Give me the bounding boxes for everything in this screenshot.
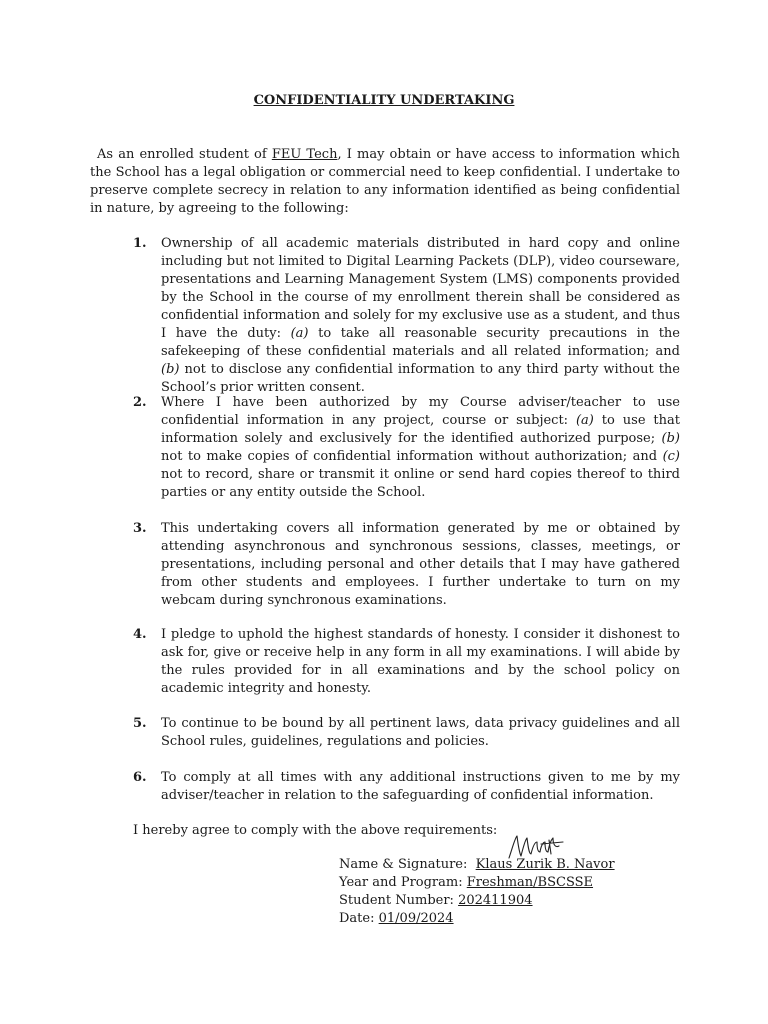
item-number: 5. bbox=[133, 716, 147, 731]
item-text-part: to take all reasonable security precautions in the safekeeping of these confidential materials and all related information; and bbox=[161, 326, 680, 359]
name-label: Name & Signature: bbox=[339, 857, 468, 872]
item-clause-marker: (b) bbox=[661, 431, 680, 446]
item-text-part: not to record, share or transmit it online or send hard copies thereof to third parties or any entity outside the School. bbox=[161, 467, 680, 500]
item-number: 1. bbox=[133, 236, 147, 251]
student-number-label: Student Number: bbox=[339, 893, 454, 908]
year-row bbox=[339, 874, 615, 892]
list-item bbox=[133, 235, 680, 397]
list-item bbox=[133, 520, 680, 610]
item-text bbox=[161, 235, 680, 397]
year-label: Year and Program: bbox=[339, 875, 463, 890]
item-clause-marker: (b) bbox=[161, 362, 180, 377]
item-text bbox=[161, 394, 680, 502]
item-text-part: Where I have been authorized by my Course adviser/teacher to use confidential information in any project, course or subject: bbox=[161, 395, 680, 428]
item-text-part: not to make copies of confidential information without authorization; and bbox=[161, 449, 663, 464]
item-clause-marker: (a) bbox=[290, 326, 309, 341]
item-number: 3. bbox=[133, 521, 147, 536]
list-item bbox=[133, 394, 680, 502]
item-text: This undertaking covers all information generated by me or obtained by attending asynchronous and synchronous sessions, classes, meetings, or presentations, including personal and other details that I may have gathered from other students and employees. I further undertake to turn on my webcam during synchronous examinations. bbox=[161, 521, 680, 608]
student-number-value: 202411904 bbox=[458, 893, 533, 908]
document-title: CONFIDENTIALITY UNDERTAKING bbox=[253, 93, 515, 108]
date-label: Date: bbox=[339, 911, 375, 926]
name-row bbox=[339, 856, 615, 874]
student-number-row bbox=[339, 892, 615, 910]
school-name: FEU Tech bbox=[271, 147, 338, 162]
intro-paragraph bbox=[90, 146, 680, 218]
list-item bbox=[133, 715, 680, 751]
date-value: 01/09/2024 bbox=[378, 911, 454, 926]
year-value: Freshman/BSCSSE bbox=[466, 875, 594, 890]
name-value: Klaus Zurik B. Navor bbox=[475, 857, 615, 872]
signature-block bbox=[339, 856, 615, 928]
item-clause-marker: (c) bbox=[662, 449, 680, 464]
item-text-part: not to disclose any confidential information to any third party without the School’s prior written consent. bbox=[161, 362, 680, 395]
undertaking-list bbox=[133, 235, 680, 803]
item-number: 4. bbox=[133, 627, 147, 642]
item-number: 6. bbox=[133, 770, 147, 785]
intro-after: , I may obtain or have access to information which the School has a legal obligation or commercial need to keep confidential. I undertake to preserve complete secrecy in relation to any information identified as being confidential in nature, by agreeing to the following: bbox=[90, 147, 680, 216]
intro-before: As an enrolled student of bbox=[97, 147, 272, 162]
list-item bbox=[133, 769, 680, 805]
item-text: To comply at all times with any additional instructions given to me by my adviser/teacher in relation to the safeguarding of confidential information. bbox=[161, 770, 680, 803]
list-item bbox=[133, 626, 680, 698]
item-clause-marker: (a) bbox=[575, 413, 594, 428]
agreement-statement: I hereby agree to comply with the above requirements: bbox=[133, 823, 498, 838]
date-row bbox=[339, 910, 615, 928]
item-text-part: Ownership of all academic materials distributed in hard copy and online including but not limited to Digital Learning Packets (DLP), video courseware, presentations and Learning Management System (LMS) components provided by the School in the course of my enrollment therein shall be considered as confidential information and solely for my exclusive use as a student, and thus I have the duty: bbox=[161, 236, 680, 341]
item-number: 2. bbox=[133, 395, 147, 410]
item-text: I pledge to uphold the highest standards of honesty. I consider it dishonest to ask for, give or receive help in any form in all my examinations. I will abide by the rules provided for in all examinations and by the school policy on academic integrity and honesty. bbox=[161, 627, 680, 696]
item-text: To continue to be bound by all pertinent laws, data privacy guidelines and all School rules, guidelines, regulations and policies. bbox=[161, 716, 680, 749]
item-text-part: to use that information solely and exclusively for the identified authorized purpose; bbox=[161, 413, 680, 446]
